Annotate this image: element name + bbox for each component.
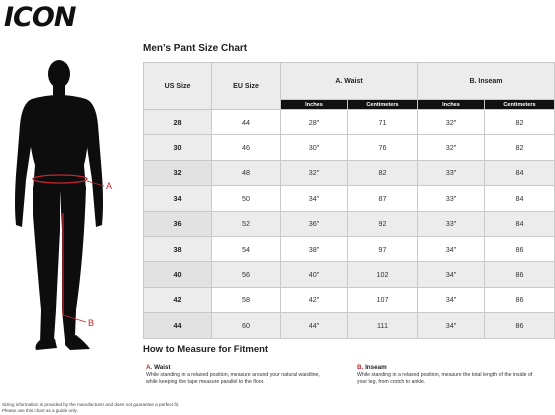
cell-inseam-inches: 33" xyxy=(418,211,485,236)
cell-waist-cm: 97 xyxy=(348,236,418,261)
waist-instructions xyxy=(146,364,320,386)
disclaimer xyxy=(2,402,179,414)
table-row xyxy=(144,110,555,135)
cell-us-size: 28 xyxy=(144,110,212,135)
waist-label-a: A xyxy=(106,181,113,191)
cell-waist-cm: 82 xyxy=(348,160,418,185)
cell-inseam-inches: 34" xyxy=(418,313,485,338)
cell-waist-inches: 36" xyxy=(281,211,348,236)
cell-waist-inches: 32" xyxy=(281,160,348,185)
cell-inseam-inches: 33" xyxy=(418,160,485,185)
waist-heading xyxy=(146,364,320,371)
cell-us-size: 40 xyxy=(144,262,212,287)
cell-waist-cm: 107 xyxy=(348,287,418,312)
inseam-heading xyxy=(357,364,532,371)
cell-us-size: 30 xyxy=(144,135,212,160)
cell-inseam-cm: 86 xyxy=(485,262,555,287)
cell-inseam-cm: 86 xyxy=(485,287,555,312)
logo-text: ICON xyxy=(4,2,76,30)
cell-waist-cm: 102 xyxy=(348,262,418,287)
cell-waist-inches: 40" xyxy=(281,262,348,287)
cell-inseam-cm: 82 xyxy=(485,135,555,160)
brand-logo[interactable] xyxy=(3,2,113,30)
disclaimer-line-1: Sizing information is provided by the manufacturer and does not guarantee a perfect fit. xyxy=(2,402,180,407)
waist-description-line-1: While standing in a relaxed position, measure around your natural waistline, xyxy=(146,372,320,378)
size-chart-title: Men’s Pant Size Chart xyxy=(143,43,248,54)
cell-us-size: 36 xyxy=(144,211,212,236)
disclaimer-line-2: Please use this chart as a guide only. xyxy=(2,408,78,413)
header-eu-size: EU Size xyxy=(212,63,281,110)
cell-eu-size: 44 xyxy=(212,110,281,135)
cell-waist-inches: 28" xyxy=(281,110,348,135)
measure-section-title: How to Measure for Fitment xyxy=(143,344,269,355)
cell-waist-inches: 34" xyxy=(281,186,348,211)
table-row xyxy=(144,262,555,287)
waist-name: Waist xyxy=(154,364,171,371)
logo-wordmark xyxy=(3,2,113,30)
table-row xyxy=(144,160,555,185)
cell-eu-size: 60 xyxy=(212,313,281,338)
cell-inseam-cm: 86 xyxy=(485,313,555,338)
inseam-description-line-2: your leg, from crotch to ankle. xyxy=(357,379,426,385)
cell-eu-size: 48 xyxy=(212,160,281,185)
cell-us-size: 34 xyxy=(144,186,212,211)
waist-letter: A. xyxy=(146,364,153,371)
cell-inseam-inches: 33" xyxy=(418,186,485,211)
cell-waist-cm: 76 xyxy=(348,135,418,160)
cell-eu-size: 56 xyxy=(212,262,281,287)
cell-inseam-cm: 86 xyxy=(485,236,555,261)
cell-us-size: 42 xyxy=(144,287,212,312)
subheader-inseam-inches: Inches xyxy=(418,100,485,110)
cell-eu-size: 52 xyxy=(212,211,281,236)
cell-inseam-inches: 34" xyxy=(418,287,485,312)
size-chart-table xyxy=(143,62,555,339)
waist-description-line-2: while keeping the tape measure parallel to the floor. xyxy=(146,379,265,385)
cell-us-size: 32 xyxy=(144,160,212,185)
table-row xyxy=(144,186,555,211)
cell-inseam-cm: 84 xyxy=(485,186,555,211)
inseam-label-b: B xyxy=(88,318,95,328)
cell-waist-cm: 92 xyxy=(348,211,418,236)
subheader-waist-inches: Inches xyxy=(281,100,348,110)
cell-eu-size: 50 xyxy=(212,186,281,211)
cell-waist-cm: 87 xyxy=(348,186,418,211)
cell-eu-size: 54 xyxy=(212,236,281,261)
cell-inseam-inches: 34" xyxy=(418,236,485,261)
cell-waist-inches: 42" xyxy=(281,287,348,312)
cell-inseam-cm: 84 xyxy=(485,160,555,185)
table-row xyxy=(144,313,555,338)
cell-waist-cm: 111 xyxy=(348,313,418,338)
cell-inseam-inches: 32" xyxy=(418,110,485,135)
inseam-name: Inseam xyxy=(365,364,387,371)
table-row xyxy=(144,135,555,160)
cell-inseam-inches: 32" xyxy=(418,135,485,160)
cell-eu-size: 58 xyxy=(212,287,281,312)
subheader-waist-centimeters: Centimeters xyxy=(348,100,418,110)
body-silhouette-figure xyxy=(0,55,135,375)
cell-inseam-cm: 84 xyxy=(485,211,555,236)
cell-us-size: 44 xyxy=(144,313,212,338)
subheader-inseam-centimeters: Centimeters xyxy=(485,100,555,110)
cell-waist-inches: 38" xyxy=(281,236,348,261)
header-us-size: US Size xyxy=(144,63,212,110)
cell-us-size: 38 xyxy=(144,236,212,261)
cell-inseam-inches: 34" xyxy=(418,262,485,287)
cell-waist-inches: 30" xyxy=(281,135,348,160)
header-waist: A. Waist xyxy=(281,63,418,100)
cell-eu-size: 46 xyxy=(212,135,281,160)
inseam-description-line-1: While standing in a relaxed position, measure the total length of the inside of xyxy=(357,372,533,378)
cell-waist-cm: 71 xyxy=(348,110,418,135)
cell-waist-inches: 44" xyxy=(281,313,348,338)
inseam-letter: B. xyxy=(357,364,364,371)
table-row xyxy=(144,287,555,312)
body-silhouette xyxy=(15,60,103,350)
table-row xyxy=(144,211,555,236)
table-row xyxy=(144,236,555,261)
cell-inseam-cm: 82 xyxy=(485,110,555,135)
inseam-instructions xyxy=(357,364,532,386)
header-inseam: B. Inseam xyxy=(418,63,555,100)
